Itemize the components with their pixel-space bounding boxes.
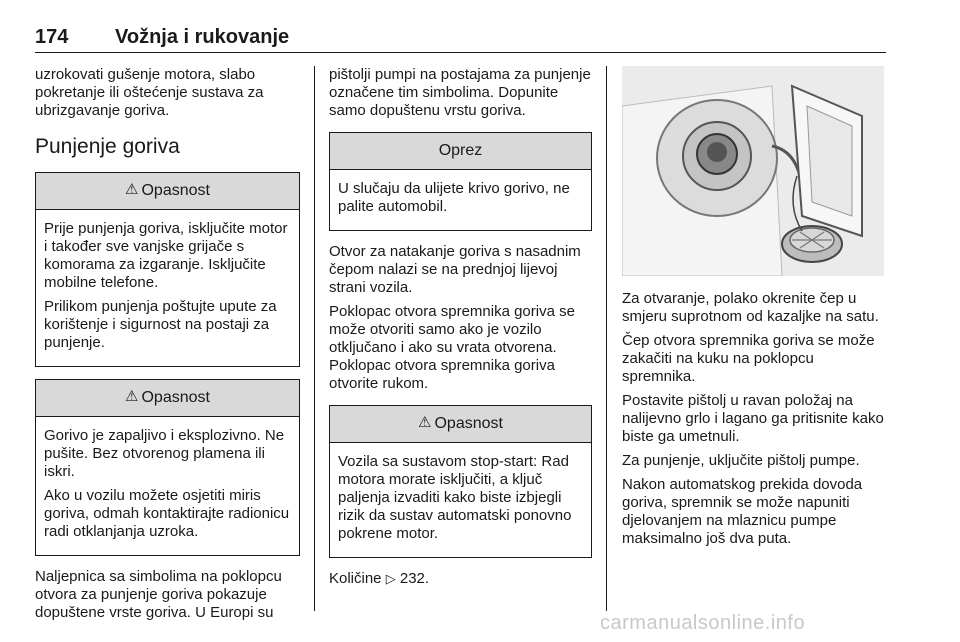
column-divider — [314, 66, 315, 611]
body-text: Otvor za natakanje goriva s nasadnim čepom nalazi se na prednjoj lijevoj strani vozila. — [329, 243, 581, 296]
warning-triangle-icon: ⚠ — [418, 414, 432, 431]
caution-box — [329, 132, 592, 231]
section-heading: Punjenje goriva — [35, 135, 180, 158]
warning-triangle-icon: ⚠ — [125, 181, 139, 198]
body-text: pištolji pumpi na postajama za punjenje označene tim simbolima. Dopunite samo dopuštenu vrstu goriva. — [329, 66, 591, 119]
column-2 — [329, 66, 592, 594]
danger-text: Prije punjenja goriva, isključite motor i također sve vanjske grijače s komorama za izgaranje. Isključite mobilne telefone. — [44, 220, 288, 291]
danger-text: Ako u vozilu možete osjetiti miris goriva, odmah kontaktirajte radionicu radi otklanjanja uzroka. — [44, 487, 290, 540]
danger-text: Vozila sa sustavom stop-start: Rad motora morate isključiti, a ključ paljenja izvaditi kako biste izbjegli rizik da sustav automatski ponovno pokrene motor. — [338, 453, 572, 542]
body-text: Za otvaranje, polako okrenite čep u smjeru suprotnom od kazaljke na satu. — [622, 290, 879, 325]
column-3 — [622, 66, 890, 554]
danger-box-header — [36, 380, 299, 417]
danger-box — [329, 405, 592, 558]
danger-box — [35, 172, 300, 367]
page-header — [35, 22, 886, 53]
column-1 — [35, 66, 300, 628]
quantities-label: Količine — [329, 570, 382, 587]
fuel-filler-drawing — [622, 66, 884, 276]
body-text: Za punjenje, uključite pištolj pumpe. — [622, 452, 860, 469]
watermark: carmanualsonline.info — [600, 612, 806, 634]
danger-title: Opasnost — [434, 415, 503, 432]
quantities-reference — [329, 570, 592, 588]
page-title: Vožnja i rukovanje — [115, 26, 290, 48]
body-text: Naljepnica sa simbolima na poklopcu otvora za punjenje goriva pokazuje dopuštene vrste goriva. U Europi su — [35, 568, 282, 621]
warning-triangle-icon: ⚠ — [125, 388, 139, 405]
danger-box-header — [330, 406, 591, 443]
danger-title: Opasnost — [141, 389, 210, 406]
danger-box-header — [36, 173, 299, 210]
fuel-filler-illustration — [622, 66, 884, 276]
page-number: 174 — [35, 26, 69, 48]
page-reference-arrow-icon: ▷ — [385, 571, 396, 586]
danger-title: Opasnost — [141, 182, 210, 199]
body-text: Nakon automatskog prekida dovoda goriva, spremnik se može napuniti djelovanjem na mlaznicu pumpe maksimalno još dva puta. — [622, 476, 863, 547]
intro-text: uzrokovati gušenje motora, slabo pokretanje ili oštećenje sustava za ubrizgavanje goriva. — [35, 66, 264, 119]
caution-text: U slučaju da ulijete krivo gorivo, ne palite automobil. — [338, 180, 570, 215]
caution-box-header: Oprez — [330, 133, 591, 170]
danger-text: Gorivo je zapaljivo i eksplozivno. Ne pušite. Bez otvorenog plamena ili iskri. — [44, 427, 285, 480]
danger-box — [35, 379, 300, 556]
body-text: Poklopac otvora spremnika goriva se može otvoriti samo ako je vozilo otključano i ako su vrata otvorena. Poklopac otvora spremnika goriva otvorite rukom. — [329, 303, 575, 392]
danger-text: Prilikom punjenja poštujte upute za korištenje i sigurnost na postaji za punjenje. — [44, 298, 277, 351]
column-divider — [606, 66, 607, 611]
body-text: Postavite pištolj u ravan položaj na nalijevno grlo i lagano ga pritisnite kako biste ga umetnuli. — [622, 392, 884, 445]
quantities-page-ref[interactable]: 232. — [399, 570, 430, 587]
body-text: Čep otvora spremnika goriva se može zakačiti na kuku na poklopcu spremnika. — [622, 332, 875, 385]
